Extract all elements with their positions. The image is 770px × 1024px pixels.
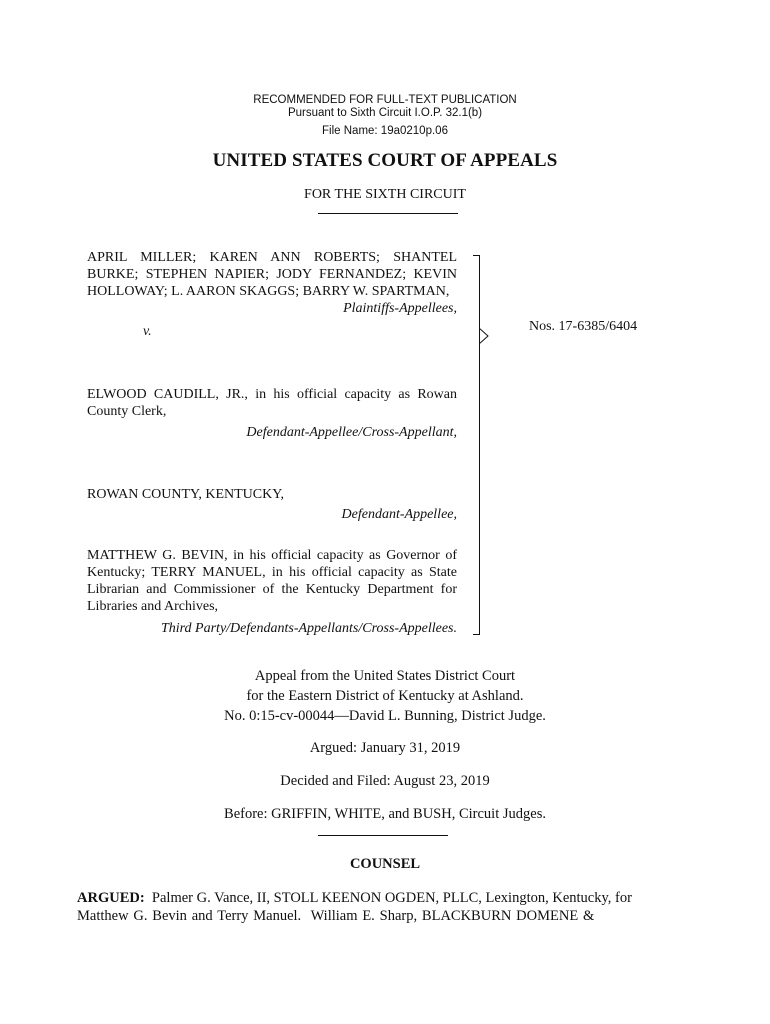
panel-judges: Before: GRIFFIN, WHITE, and BUSH, Circuit Judges. xyxy=(224,806,546,822)
pursuant-line: Pursuant to Sixth Circuit I.O.P. 32.1(b) xyxy=(287,107,483,119)
panel-rule xyxy=(318,835,448,836)
plaintiffs-role: Plaintiffs-Appellees, xyxy=(343,301,457,316)
publication-notice: RECOMMENDED FOR FULL-TEXT PUBLICATION xyxy=(253,94,517,106)
counsel-heading: COUNSEL xyxy=(349,856,421,872)
court-title: UNITED STATES COURT OF APPEALS xyxy=(212,150,558,171)
file-name: File Name: 19a0210p.06 xyxy=(322,125,448,137)
defendant-caudill-role: Defendant-Appellee/Cross-Appellant, xyxy=(246,425,457,440)
decided-date: Decided and Filed: August 23, 2019 xyxy=(280,773,490,789)
appeal-line-2: for the Eastern District of Kentucky at Ashland. xyxy=(246,688,524,704)
counsel-argued-line-2: Matthew G. Bevin and Terry Manuel. William E. Sharp, BLACKBURN DOMENE & xyxy=(77,908,595,924)
defendant-rowan-role: Defendant-Appellee, xyxy=(341,507,457,522)
header-rule xyxy=(318,213,458,214)
argued-text-1: Palmer G. Vance, II, STOLL KEENON OGDEN, PLLC, Lexington, Kentucky, for xyxy=(151,890,632,906)
caption-bracket xyxy=(479,255,480,634)
defendant-caudill xyxy=(87,386,457,420)
defendant-rowan-county: ROWAN COUNTY, KENTUCKY, xyxy=(87,487,285,502)
third-party-defendants: MATTHEW G. BEVIN, in his official capacity as Governor of Kentucky; TERRY MANUEL, in his official capacity as State Librarian and Commissioner of the Kentucky Department for Libraries and Archives, xyxy=(87,548,457,614)
argued-date: Argued: January 31, 2019 xyxy=(309,740,461,756)
defendant-caudill-text: ELWOOD CAUDILL, JR., in his official capacity as Rowan County Clerk, xyxy=(87,387,457,419)
plaintiffs-names: APRIL MILLER; KAREN ANN ROBERTS; SHANTEL BURKE; STEPHEN NAPIER; JODY FERNANDEZ; KEVIN HOLLOWAY; L. AARON SKAGGS; BARRY W. SPARTMAN, xyxy=(87,250,457,299)
versus-label: v. xyxy=(143,324,152,339)
third-party-role: Third Party/Defendants-Appellants/Cross-Appellees. xyxy=(160,621,457,636)
circuit-name: FOR THE SIXTH CIRCUIT xyxy=(304,187,466,202)
appeal-line-1: Appeal from the United States District Court xyxy=(254,668,516,684)
appeal-line-3: No. 0:15-cv-00044—David L. Bunning, District Judge. xyxy=(224,708,546,724)
counsel-argued-line-1 xyxy=(77,890,693,907)
bracket-bottom-tick xyxy=(473,634,480,635)
argued-label: ARGUED: xyxy=(77,890,145,906)
case-numbers: Nos. 17-6385/6404 xyxy=(529,319,638,334)
bracket-point xyxy=(479,328,491,344)
